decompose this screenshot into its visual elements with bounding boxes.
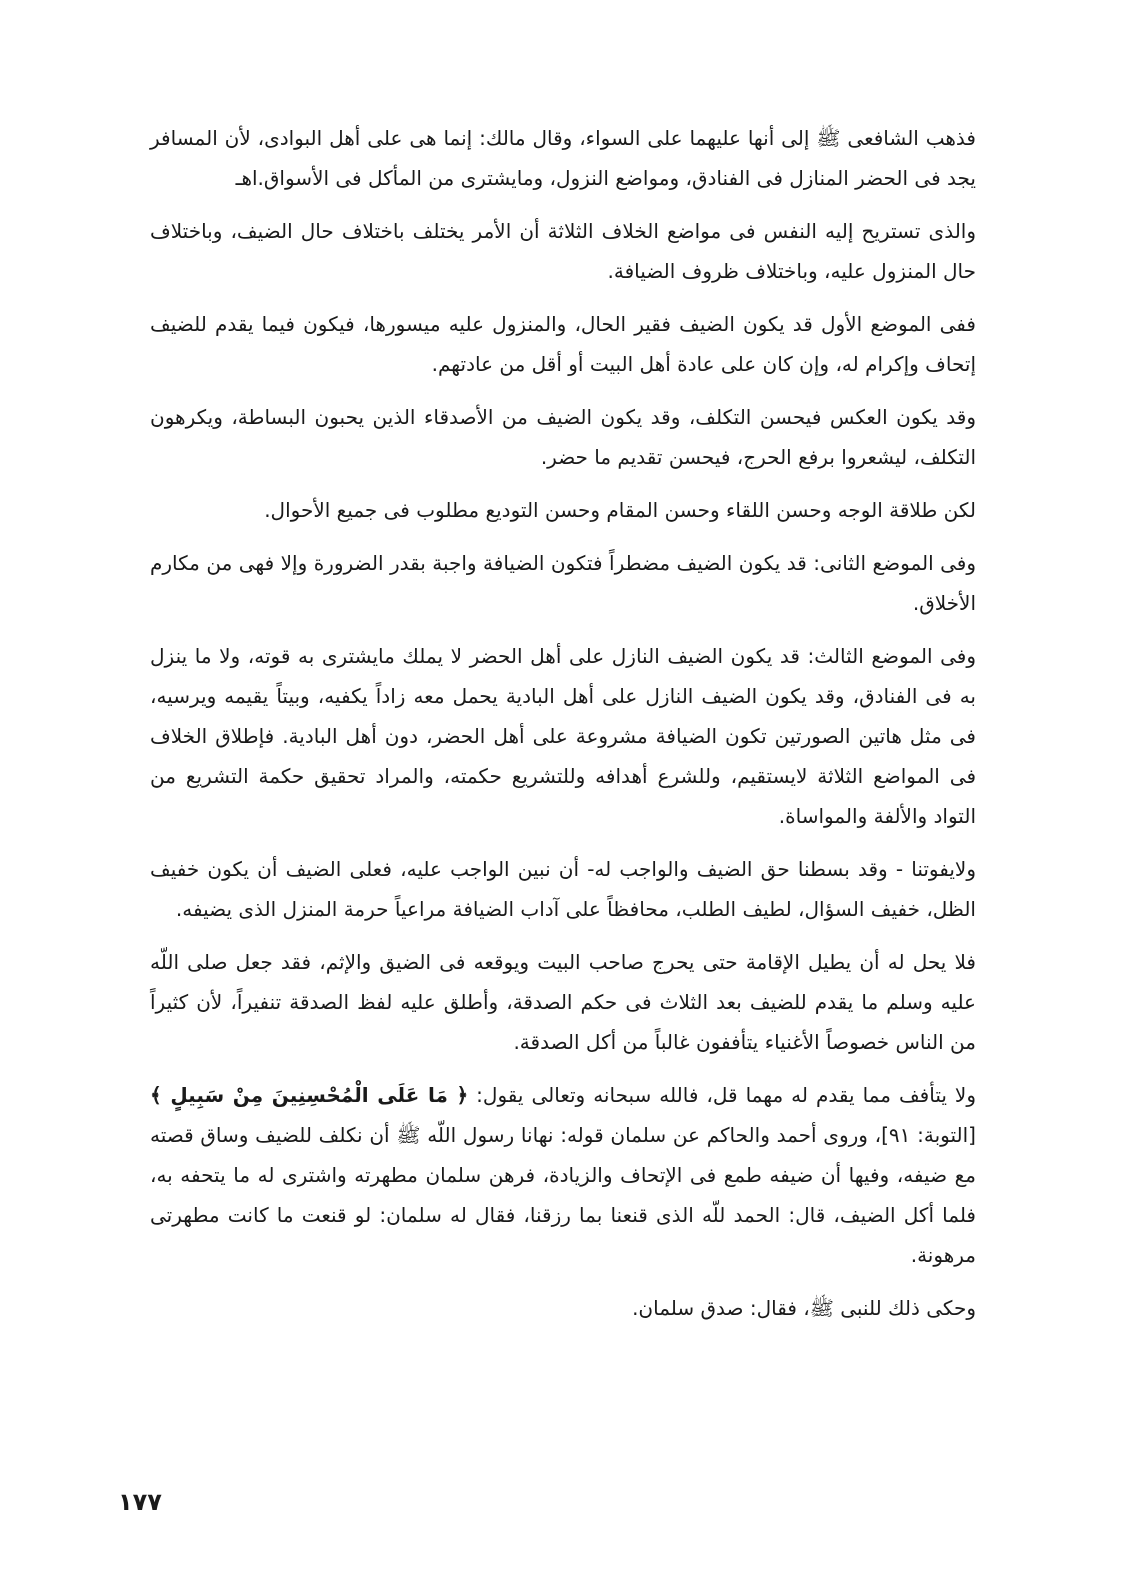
paragraph-4: وقد يكون العكس فيحسن التكلف، وقد يكون الضيف من الأصدقاء الذين يحبون البساطة، ويكرهون التكلف، ليشعروا برفع الحرج، فيحسن تقديم ما حضر.	[150, 405, 976, 469]
paragraph-9: فلا يحل له أن يطيل الإقامة حتى يحرج صاحب البيت ويوقعه فى الضيق والإثم، فقد جعل صلى اللّه عليه وسلم ما يقدم للضيف بعد الثلاث فى حكم الصدقة، وأطلق عليه لفظ الصدقة تنفيراً، لأن كثيراً من الناس خصوصاً الأغنياء يتأففون غالباً من أكل الصدقة.	[150, 950, 976, 1054]
quran-verse: ﴿ مَا عَلَى الْمُحْسِنِينَ مِنْ سَبِيلٍ ﴾	[150, 1083, 469, 1107]
verse-intro-text: ولا يتأفف مما يقدم له مهما قل، فالله سبحانه وتعالى يقول:	[468, 1083, 976, 1107]
page-number: ١٧٧	[118, 1488, 162, 1516]
paragraph-7: وفى الموضع الثالث: قد يكون الضيف النازل على أهل الحضر لا يملك مايشترى به قوته، ولا ما ينزل به فى الفنادق، وقد يكون الضيف النازل على أهل البادية يحمل معه زاداً يكفيه، وبيتاً يقيمه ويرسيه، فى مثل هاتين الصورتين تكون الضيافة مشروعة على أهل الحضر، دون أهل البادية. فإطلاق الخلاف فى المواضع الثلاثة لايستقيم، وللشرع أهدافه وللتشريع حكمته، والمراد تحقيق حكمة التشريع من التواد والألفة والمواساة.	[150, 644, 976, 828]
verse-following-text: [التوبة: ٩١]، وروى أحمد والحاكم عن سلمان قوله: نهانا رسول اللّه ﷺ أن نكلف للضيف وساق قصته مع ضيفه، وفيها أن ضيفه طمع فى الإتحاف والزيادة، فرهن سلمان مطهرته واشترى له ما يتحفه به، فلما أكل الضيف، قال: الحمد للّه الذى قنعنا بما رزقنا، فقال له سلمان: لو قنعت ما كانت مطهرتى مرهونة.	[150, 1123, 976, 1267]
paragraph-verse	[150, 1075, 976, 1275]
paragraph-8: ولايفوتنا - وقد بسطنا حق الضيف والواجب له- أن نبين الواجب عليه، فعلى الضيف أن يكون خفيف الظل، خفيف السؤال، لطيف الطلب، محافظاً على آداب الضيافة مراعياً حرمة المنزل الذى يضيفه.	[150, 857, 976, 921]
paragraph-3: ففى الموضع الأول قد يكون الضيف فقير الحال، والمنزول عليه ميسورها، فيكون فيما يقدم للضيف إتحاف وإكرام له، وإن كان على عادة أهل البيت أو أقل من عادتهم.	[150, 312, 976, 376]
paragraph-final: وحكى ذلك للنبى ﷺ، فقال: صدق سلمان.	[632, 1296, 976, 1320]
paragraph-1: فذهب الشافعى ﷺ إلى أنها عليهما على السواء، وقال مالك: إنما هى على أهل البوادى، لأن المسافر يجد فى الحضر المنازل فى الفنادق، ومواضع النزول، ومايشترى من المأكل فى الأسواق.اهـ	[150, 126, 976, 190]
paragraph-6: وفى الموضع الثانى: قد يكون الضيف مضطراً فتكون الضيافة واجبة بقدر الضرورة وإلا فهى من مكارم الأخلاق.	[150, 551, 976, 615]
paragraph-5: لكن طلاقة الوجه وحسن اللقاء وحسن المقام وحسن التوديع مطلوب فى جميع الأحوال.	[264, 498, 976, 522]
paragraph-2: والذى تستريح إليه النفس فى مواضع الخلاف الثلاثة أن الأمر يختلف باختلاف حال الضيف، وباختلاف حال المنزول عليه، وباختلاف ظروف الضيافة.	[150, 219, 976, 283]
page-body	[150, 118, 976, 1448]
